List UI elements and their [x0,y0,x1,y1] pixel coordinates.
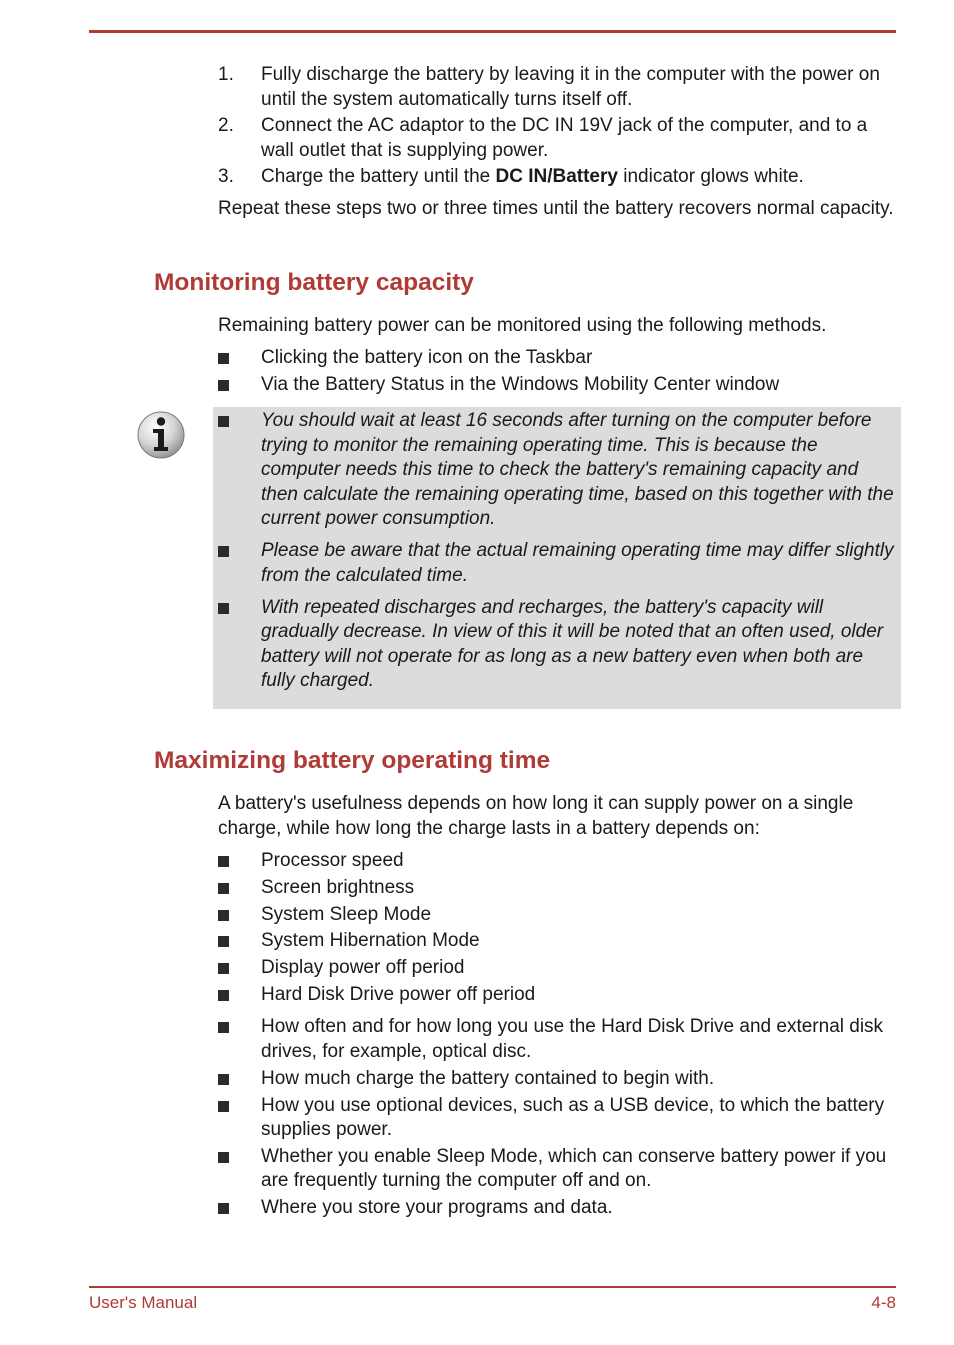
step-number: 1. [218,64,234,85]
list-item [218,903,898,928]
list-item [218,1015,898,1064]
list-item-text: How much charge the battery contained to begin with. [261,1067,715,1089]
indicator-name: DC IN/Battery [495,166,618,187]
bullet-square [218,883,229,894]
bullet-square [218,416,229,427]
step-item [218,63,898,112]
header-rule [89,30,896,33]
bullet-square [218,380,229,391]
note-item [218,539,898,588]
step-item [218,165,898,190]
note-list [218,409,898,701]
footer-rule [89,1286,896,1288]
list-item [218,373,898,398]
bullet-square [218,1074,229,1085]
note-item [218,596,898,694]
maximizing-heading: Maximizing battery operating time [154,747,551,774]
step-number: 3. [218,166,234,187]
list-item [218,1145,898,1194]
list-item-text: Whether you enable Sleep Mode, which can conserve battery power if you are frequently turning the computer off and on. [261,1145,887,1192]
list-item [218,983,898,1008]
footer-manual-title: User's Manual [89,1293,198,1312]
maximizing-factors [218,849,898,1223]
list-item-text: How you use optional devices, such as a USB device, to which the battery supplies power. [261,1094,885,1141]
bullet-square [218,1203,229,1214]
bullet-square [218,910,229,921]
monitoring-methods [218,346,898,400]
note-text: You should wait at least 16 seconds after turning on the computer before trying to monitor the remaining operating time. This is because the computer needs this time to check the battery's remaining capacity and then calculate the remaining operating time, based on this together with the current power consumption. [261,410,894,529]
page-number: 4-8 [871,1293,896,1312]
list-item-text: Display power off period [261,957,465,979]
monitoring-heading: Monitoring battery capacity [154,269,474,296]
bullet-square [218,1022,229,1033]
bullet-square [218,353,229,364]
list-item [218,1196,898,1221]
maximizing-intro: A battery's usefulness depends on how long it can supply power on a single charge, while how long the charge lasts in a battery depends on: [218,793,854,839]
step-item [218,114,898,163]
list-item-text: System Hibernation Mode [261,930,480,952]
bullet-square [218,603,229,614]
list-item [218,849,898,874]
list-item [218,956,898,981]
list-item-text: Where you store your programs and data. [261,1197,613,1219]
list-item-text: Screen brightness [261,876,415,898]
list-item-text: Clicking the battery icon on the Taskbar [261,347,593,368]
list-item-text: System Sleep Mode [261,903,432,925]
step-text-after: indicator glows white. [617,166,804,187]
step-number: 2. [218,115,234,136]
step-text: Fully discharge the battery by leaving it in the computer with the power on until the system automatically turns itself off. [261,64,880,110]
bullet-square [218,1101,229,1112]
bullet-square [218,963,229,974]
bullet-square [218,990,229,1001]
note-text: With repeated discharges and recharges, the battery's capacity will gradually decrease. In view of this it will be noted that an often used, older battery will not operate for as long as a new battery even when both are fully charged. [261,596,884,691]
list-item-text: Processor speed [261,850,404,871]
note-item [218,409,898,532]
step-text: Connect the AC adaptor to the DC IN 19V jack of the computer, and to a wall outlet that is supplying power. [261,115,868,161]
list-item [218,929,898,954]
list-item-text: How often and for how long you use the Hard Disk Drive and external disk drives, for example, optical disc. [261,1016,884,1062]
list-item [218,876,898,901]
info-icon [136,410,186,460]
list-item [218,1094,898,1143]
monitoring-intro: Remaining battery power can be monitored using the following methods. [218,315,827,336]
bullet-square [218,856,229,867]
bullet-square [218,1152,229,1163]
step-text-before: Charge the battery until the [261,166,496,187]
discharge-steps [218,63,898,192]
list-item [218,1067,898,1092]
list-item-text: Hard Disk Drive power off period [261,983,536,1005]
bullet-square [218,936,229,947]
repeat-paragraph: Repeat these steps two or three times until the battery recovers normal capacity. [218,198,894,219]
list-item-text: Via the Battery Status in the Windows Mobility Center window [261,373,780,395]
list-item [218,346,898,371]
bullet-square [218,546,229,557]
note-text: Please be aware that the actual remaining operating time may differ slightly from the calculated time. [261,540,894,586]
